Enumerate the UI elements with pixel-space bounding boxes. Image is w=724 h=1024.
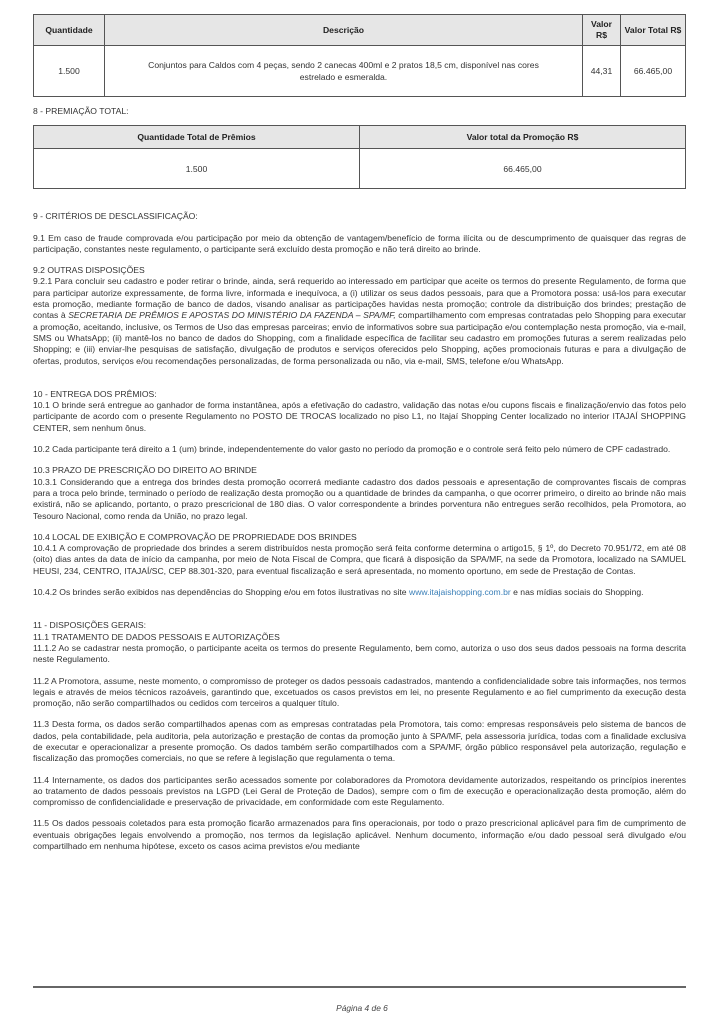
table-row xyxy=(34,46,686,97)
cell-valor-total-promocao: 66.465,00 xyxy=(360,149,686,189)
paragraph-11-5: 11.5 Os dados pessoais coletados para esta promoção ficarão armazenados para fins operacionais, por todo o prazo prescricional aplicável para fim de cumprimento de eventuais obrigações legais envolvendo a promoção, nos termos da legislação aplicável. Nenhum documento, informação e/ou dado pessoal será divulgado e/ou compartilhado em nenhuma hipótese, exceto os casos acima previstos e/ou mediante xyxy=(33,818,686,852)
prize-table xyxy=(33,14,686,97)
paragraph-11-1-2: 11.1.2 Ao se cadastrar nesta promoção, o participante aceita os termos do presente Regulamento, bem como, autoriza o uso dos seus dados pessoais na forma descrita neste Regulamento. xyxy=(33,642,686,665)
page-number: Página 4 de 6 xyxy=(336,1003,388,1013)
cell-quantidade-total: 1.500 xyxy=(34,149,360,189)
header-valor-total: Valor Total R$ xyxy=(621,15,686,46)
paragraph-9-2-1-italic: SECRETARIA DE PRÊMIOS E APOSTAS DO MINISTÉRIO DA FAZENDA – SPA/MF, xyxy=(68,310,396,321)
cell-descricao: Conjuntos para Caldos com 4 peças, sendo 2 canecas 400ml e 2 pratos 18,5 cm, disponível nas cores estrelado e esmeralda. xyxy=(105,46,583,97)
footer-divider xyxy=(33,986,686,988)
total-prize-header-row xyxy=(34,126,686,149)
paragraph-9-2-1-text-a: 9.2.1 Para concluir seu cadastro e poder retirar o brinde, ainda, será requerido ao interessado em participar que aceite os termos do presente Regulamento, de forma que para participar autorize expressamente, de forma livre, informada e inequívoca, a (i) utilizar os seus dados pessoais, para que a Promotora possa: usá-los para executar esta promoção, mediante formação de banco de dados, visando analisar as participações havidas nesta promoção; controle da distribuição dos brindes; prestação de contas à xyxy=(33,276,686,321)
paragraph-10-4-1: 10.4.1 A comprovação de propriedade dos brindes a serem distribuídos nesta promoção será feita conforme determina o artigo15, § 1º, do Decreto 70.951/72, em até 08 (oito) dias antes da data de início da campanha, por meio de Nota Fiscal de Compra, que ficará à disposição da SPA/MF, na sede da Promotora, localizado na SAMUEL HEUSI, 234, CENTRO, ITAJAÍ/SC, CEP 88.301-320, para eventual fiscalização e será apresentada, no momento oportuno, em sede de Prestação de Contas. xyxy=(33,543,686,576)
paragraph-11-4: 11.4 Internamente, os dados dos participantes serão acessados somente por colaboradores da Promotora devidamente autorizados, respeitando os princípios inerentes ao tratamento de dados pessoais previstos na LGPD (Lei Geral de Proteção de Dados), sempre com o fim de execução e operacionalização desta promoção, além do compromisso de confidencialidade e preservação de privacidade, em conformidade com este Regulamento. xyxy=(33,774,686,808)
paragraph-10-4-2-text-a: 10.4.2 Os brindes serão exibidos nas dependências do Shopping e/ou em fotos ilustrativas no site xyxy=(33,587,409,598)
subheading-9-2: 9.2 OUTRAS DISPOSIÇÕES xyxy=(33,265,145,276)
paragraph-11-2: 11.2 A Promotora, assume, neste momento, o compromisso de proteger os dados pessoais cadastrados, mantendo a confidencialidade sobre tais informações, nos termos legais e através de meios técnicos razoáveis, garantindo que, excetuados os casos previstos em lei, no presente Regulamento e ao fiel cumprimento da execução desta promoção, não serão compartilhados ou cedidos com terceiros a qualquer título. xyxy=(33,675,686,709)
header-quantidade: Quantidade xyxy=(34,15,105,46)
header-descricao: Descrição xyxy=(105,15,583,46)
subheading-10-4: 10.4 LOCAL DE EXIBIÇÃO E COMPROVAÇÃO DE PROPRIEDADE DOS BRINDES xyxy=(33,531,357,542)
paragraph-10-4-2 xyxy=(33,587,686,598)
total-prize-table xyxy=(33,125,686,189)
cell-valor: 44,31 xyxy=(583,46,621,97)
cell-valor-total: 66.465,00 xyxy=(621,46,686,97)
header-quantidade-total: Quantidade Total de Prêmios xyxy=(34,126,360,149)
section-9-title: 9 - CRITÉRIOS DE DESCLASSIFICAÇÃO: xyxy=(33,211,198,222)
header-valor: Valor R$ xyxy=(583,15,621,46)
paragraph-10-3-1: 10.3.1 Considerando que a entrega dos brindes desta promoção ocorrerá mediante cadastro dos dados pessoais e apresentação de comprovantes fiscais de compras para a troca pelo brinde, terminado o período de realização desta promoção ou a quantidade de brindes da campanha, o que ocorrer primeiro, o direito ao brinde não mais existirá, não se aplicando, portanto, o prazo prescricional de 180 dias. O valor correspondente a brindes porventura não entregues serão recolhidos, pela Promotora, ao Tesouro Nacional, como renda da União, no prazo legal. xyxy=(33,476,686,521)
subheading-11-1: 11.1 TRATAMENTO DE DADOS PESSOAIS E AUTORIZAÇÕES xyxy=(33,631,280,642)
cell-quantidade: 1.500 xyxy=(34,46,105,97)
paragraph-10-1: 10.1 O brinde será entregue ao ganhador de forma instantânea, após a efetivação do cadastro, validação das notas e/ou cupons fiscais e finalização/envio das fotos pelo participante de acordo com o presente Regulamento no POSTO DE TROCAS localizado no piso L1, no Itajaí Shopping Center localizado no interior ITAJAÍ SHOPPING CENTER, sem nenhum ônus. xyxy=(33,400,686,433)
section-10-title: 10 - ENTREGA DOS PRÊMIOS: xyxy=(33,388,157,399)
section-8-title: 8 - PREMIAÇÃO TOTAL: xyxy=(33,106,129,116)
paragraph-10-4-2-text-b: e nas mídias sociais do Shopping. xyxy=(510,587,644,598)
prize-table-header-row xyxy=(34,15,686,46)
section-11-title: 11 - DISPOSIÇÕES GERAIS: xyxy=(33,620,147,631)
shopping-website-link[interactable]: www.itajaishopping.com.br xyxy=(408,587,511,598)
paragraph-9-2-1 xyxy=(33,276,686,366)
paragraph-9-2-1-text-b: compartilhamento com empresas contratadas pelo Shopping para executar a promoção, aceitando, inclusive, os Termos de Uso das empresas parceiras; envio de informativos sobre sua participação e/ou contemplação nesta promoção, via e-mail, SMS ou WhatsApp; (ii) mantê-los no banco de dados do Shopping, com a finalidade específica de facilitar seu cadastro em promoções futuras a serem realizadas pelo Shopping; e (iii) enviar-lhe pesquisas de satisfação, divulgação de produtos e serviços oferecidos pelo Shopping, ações promocionais futuras e para a divulgação de ofertas, produtos, serviços e/ou recomendações personalizadas, de forma personalizada ou não, via e-mail, SMS, telefone e/ou WhatsApp. xyxy=(33,310,686,366)
paragraph-11-3: 11.3 Desta forma, os dados serão compartilhados apenas com as empresas contratadas pela Promotora, tais como: empresas responsáveis pelo sistema de bancos de dados, pela contabilidade, pela auditoria, pela autorização e prestação de contas da promoção junto à SPA/MF, pela assessoria jurídica, todas com a finalidade exclusiva de executar e operacionalizar a presente promoção. Os dados também serão compartilhados com a SPA/MF, órgão público responsável pela autorização, regulação e fiscalização das promoções comerciais, no que se refere à legislação que regulamenta o tema. xyxy=(33,719,686,764)
paragraph-9-1: 9.1 Em caso de fraude comprovada e/ou participação por meio da obtenção de vantagem/benefício de forma ilícita ou de descumprimento de quaisquer das regras de participação, constantes neste regulamento, o participante será excluído desta promoção e não terá direito ao brinde. xyxy=(33,232,686,254)
table-row xyxy=(34,149,686,189)
subheading-10-3: 10.3 PRAZO DE PRESCRIÇÃO DO DIREITO AO BRINDE xyxy=(33,465,257,476)
header-valor-total-promocao: Valor total da Promoção R$ xyxy=(360,126,686,149)
document-page xyxy=(33,14,686,852)
paragraph-10-2: 10.2 Cada participante terá direito a 1 (um) brinde, independentemente do valor gasto no período da promoção e o controle será feito pelo número de CPF cadastrado. xyxy=(33,444,671,455)
